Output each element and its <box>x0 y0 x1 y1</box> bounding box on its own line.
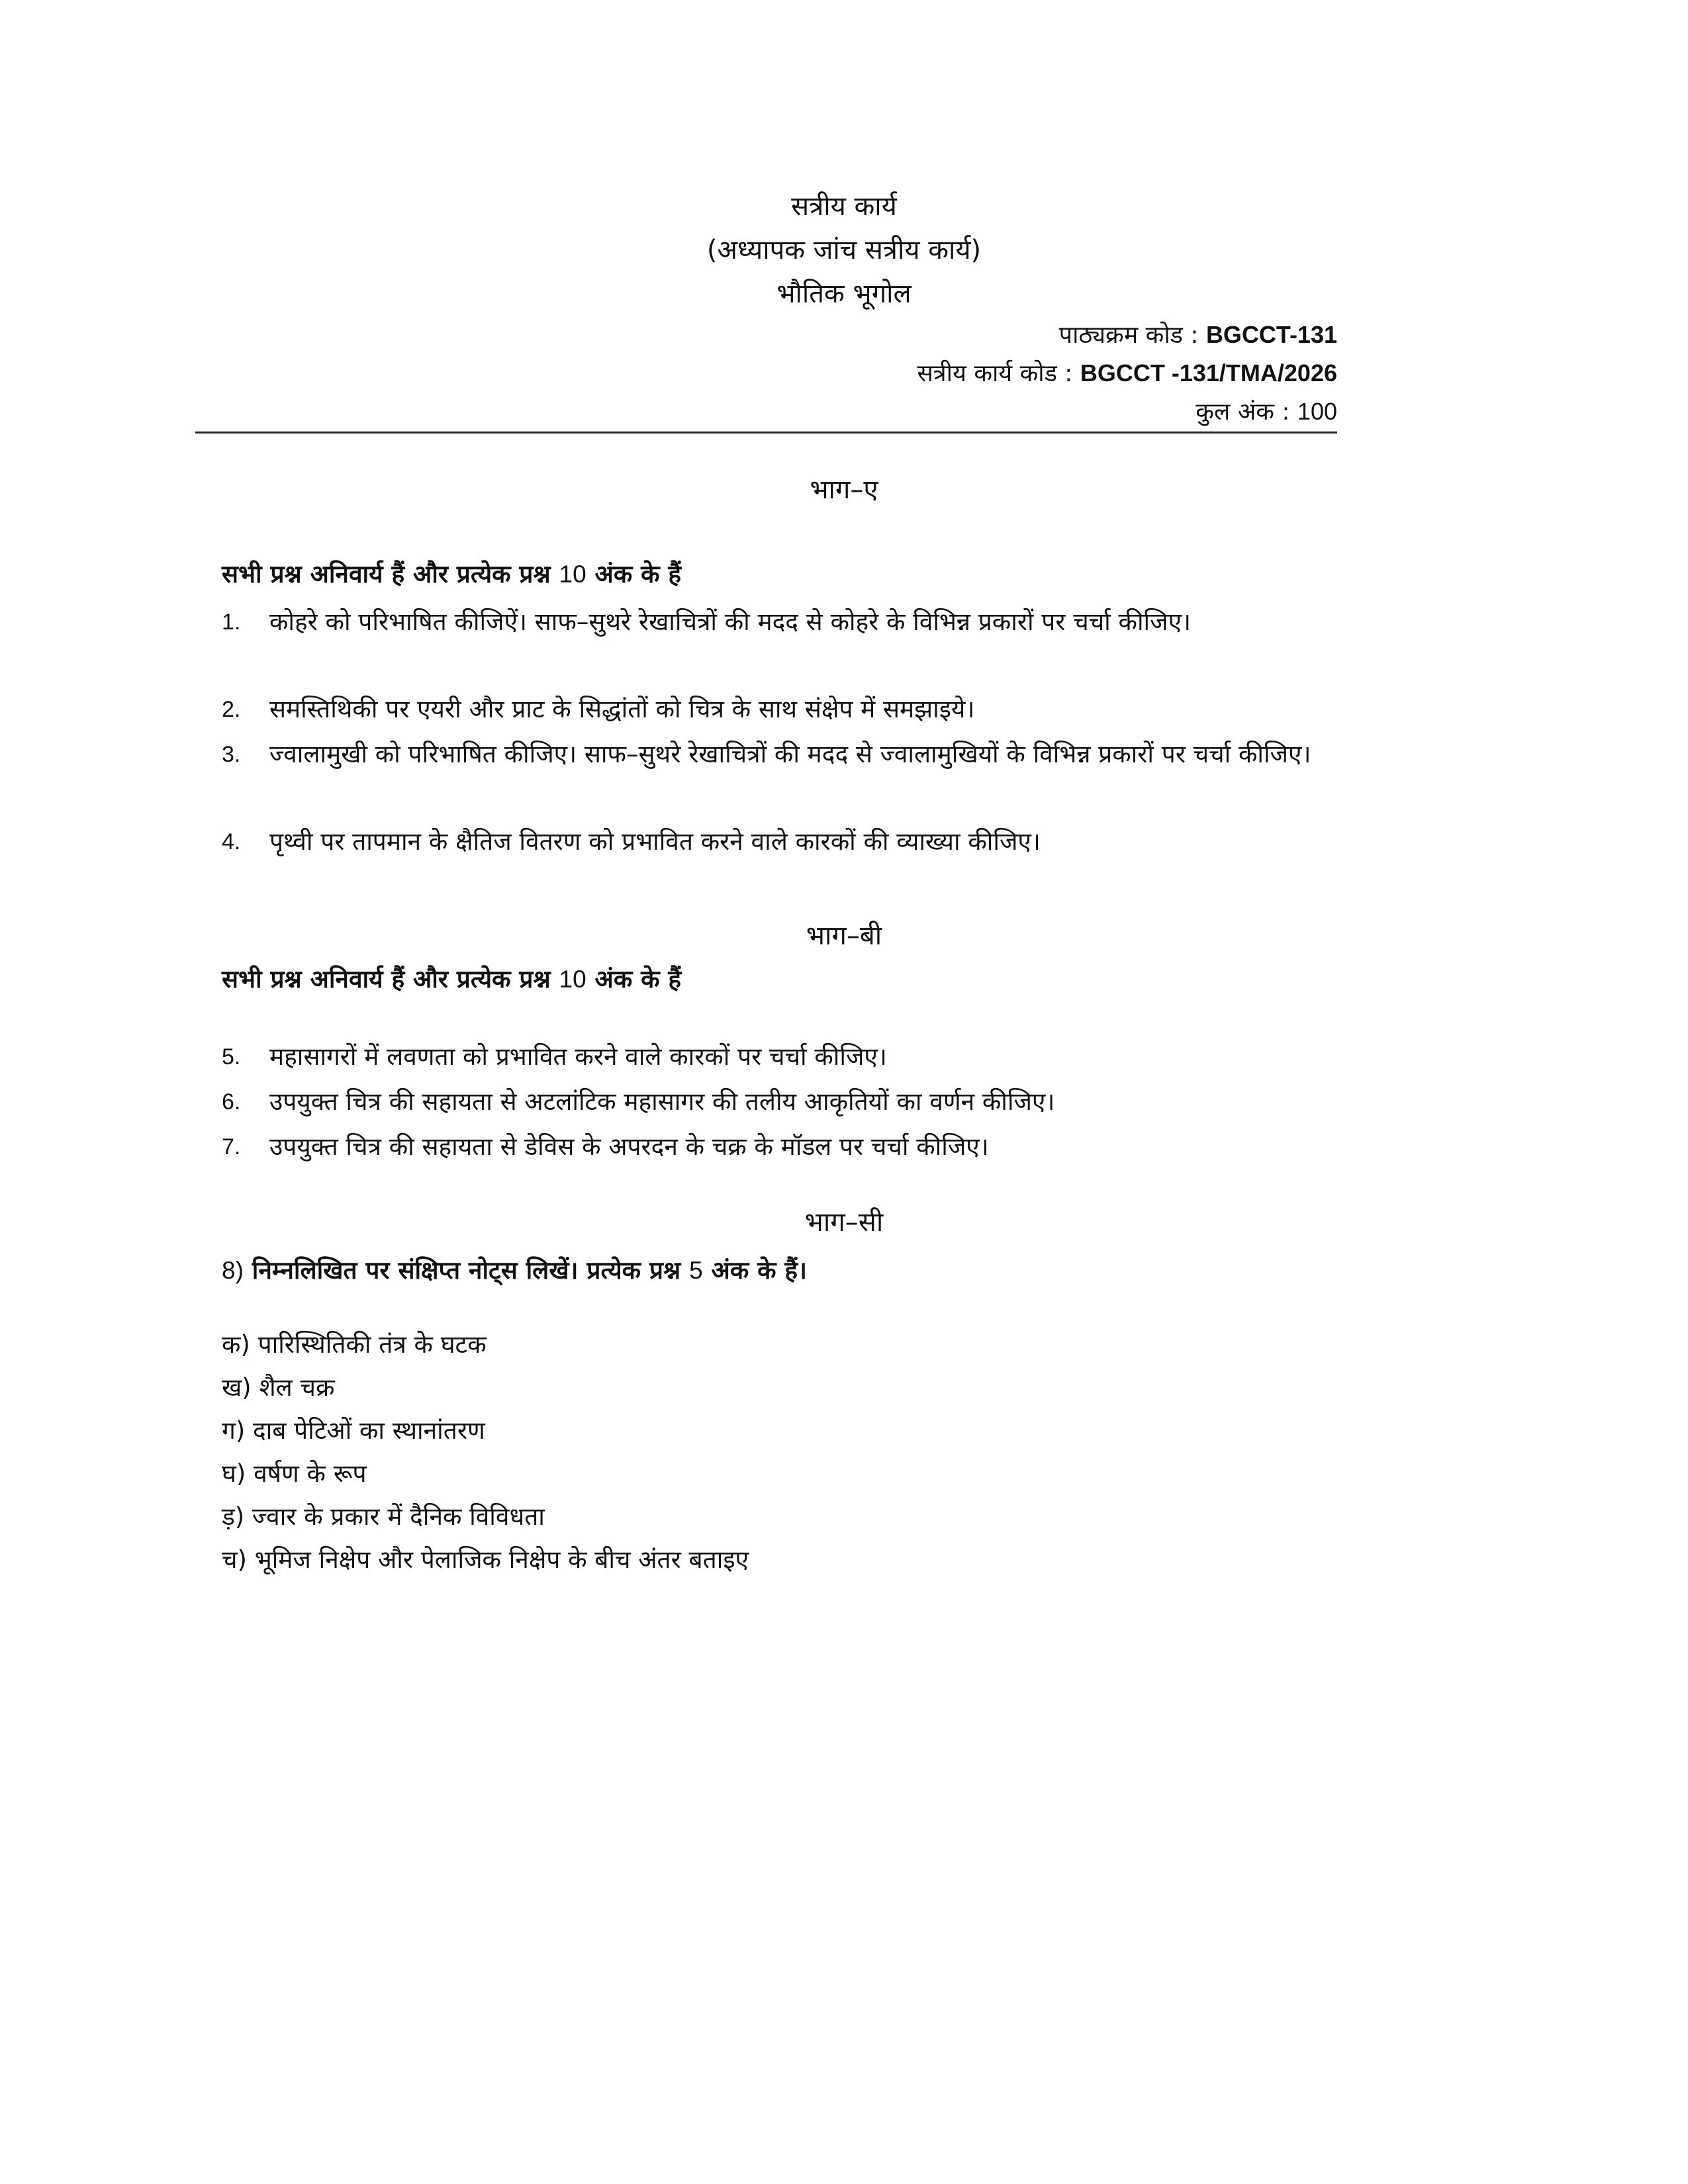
question-text: कोहरे को परिभाषित कीजिऐं। साफ–सुथरे रेखाचित्रों की मदद से कोहरे के विभिन्न प्रकारों पर चर्चा कीजिए। <box>269 608 1192 636</box>
question-item <box>222 1081 1347 1123</box>
assignment-code-label: सत्रीय कार्य कोड : <box>917 360 1073 387</box>
question-text: समस्तिथिकी पर एयरी और प्राट के सिद्धांतों को चित्र के साथ संक्षेप में समझाइये। <box>269 695 975 723</box>
assignment-code <box>917 355 1337 392</box>
course-code-label: पाठ्यक्रम कोड : <box>1058 322 1199 349</box>
section-c-instruction: 8) निम्नलिखित पर संक्षिप्त नोट्स लिखें। प्रत्येक प्रश्न 5 अंक के हैं। <box>222 1256 808 1285</box>
question-number: 7. <box>222 1134 241 1160</box>
question-number: 2. <box>222 697 241 722</box>
section-a-instruction: सभी प्रश्न अनिवार्य हैं और प्रत्येक प्रश्न 10 अंक के हैं <box>222 560 682 588</box>
total-marks <box>1196 393 1337 431</box>
course-name: भौतिक भूगोल <box>776 279 912 309</box>
list-item: ग) दाब पेटिओं का स्थानांतरण <box>222 1416 485 1445</box>
question-item <box>222 733 1347 776</box>
list-item: च) भूमिज निक्षेप और पेलाजिक निक्षेप के बीच अंतर बताइए <box>222 1545 749 1574</box>
total-marks-label: कुल अंक : <box>1196 398 1290 426</box>
course-code <box>1059 316 1337 354</box>
question-text: ज्वालामुखी को परिभाषित कीजिए। साफ–सुथरे रेखाचित्रों की मदद से ज्वालामुखियों के विभिन्न प्रकारों पर चर्चा कीजिए। <box>269 740 1311 768</box>
question-item <box>222 688 1347 731</box>
header-divider <box>195 432 1337 433</box>
question-number: 1. <box>222 610 241 635</box>
list-item: ख) शैल चक्र <box>222 1373 335 1402</box>
question-item <box>222 1036 1347 1078</box>
assignment-code-value: BGCCT -131/TMA/2026 <box>1080 359 1337 387</box>
list-item: ड़) ज्वार के प्रकार में दैनिक विविधता <box>222 1502 545 1531</box>
question-number: 3. <box>222 742 241 767</box>
question-text: महासागरों में लवणता को प्रभावित करने वाले कारकों पर चर्चा कीजिए। <box>269 1042 887 1071</box>
question-text: पृथ्वी पर तापमान के क्षैतिज वितरण को प्रभावित करने वाले कारकों की व्याख्या कीजिए। <box>269 827 1041 856</box>
question-text: उपयुक्त चित्र की सहायता से डेविस के अपरदन के चक्र के मॉडल पर चर्चा कीजिए। <box>269 1132 989 1161</box>
question-text: उपयुक्त चित्र की सहायता से अटलांटिक महासागर की तलीय आकृतियों का वर्णन कीजिए। <box>269 1087 1055 1116</box>
document-title: सत्रीय कार्य <box>791 191 897 222</box>
document-subtitle: (अध्यापक जांच सत्रीय कार्य) <box>706 235 982 265</box>
question-number: 6. <box>222 1089 241 1115</box>
list-item: क) पारिस्थितिकी तंत्र के घटक <box>222 1330 487 1359</box>
list-item: घ) वर्षण के रूप <box>222 1459 367 1488</box>
question-item <box>222 1126 1347 1168</box>
question-number: 4. <box>222 829 241 854</box>
section-b-instruction: सभी प्रश्न अनिवार्य हैं और प्रत्येक प्रश्न 10 अंक के हैं <box>222 965 682 993</box>
question-item <box>222 601 1347 643</box>
section-b-heading: भाग–बी <box>806 921 882 951</box>
question-item <box>222 821 1347 863</box>
question-number: 5. <box>222 1044 241 1069</box>
total-marks-value: 100 <box>1297 398 1337 425</box>
section-c-heading: भाग–सी <box>804 1207 884 1238</box>
section-a-heading: भाग–ए <box>810 475 878 505</box>
course-code-value: BGCCT-131 <box>1205 321 1337 348</box>
